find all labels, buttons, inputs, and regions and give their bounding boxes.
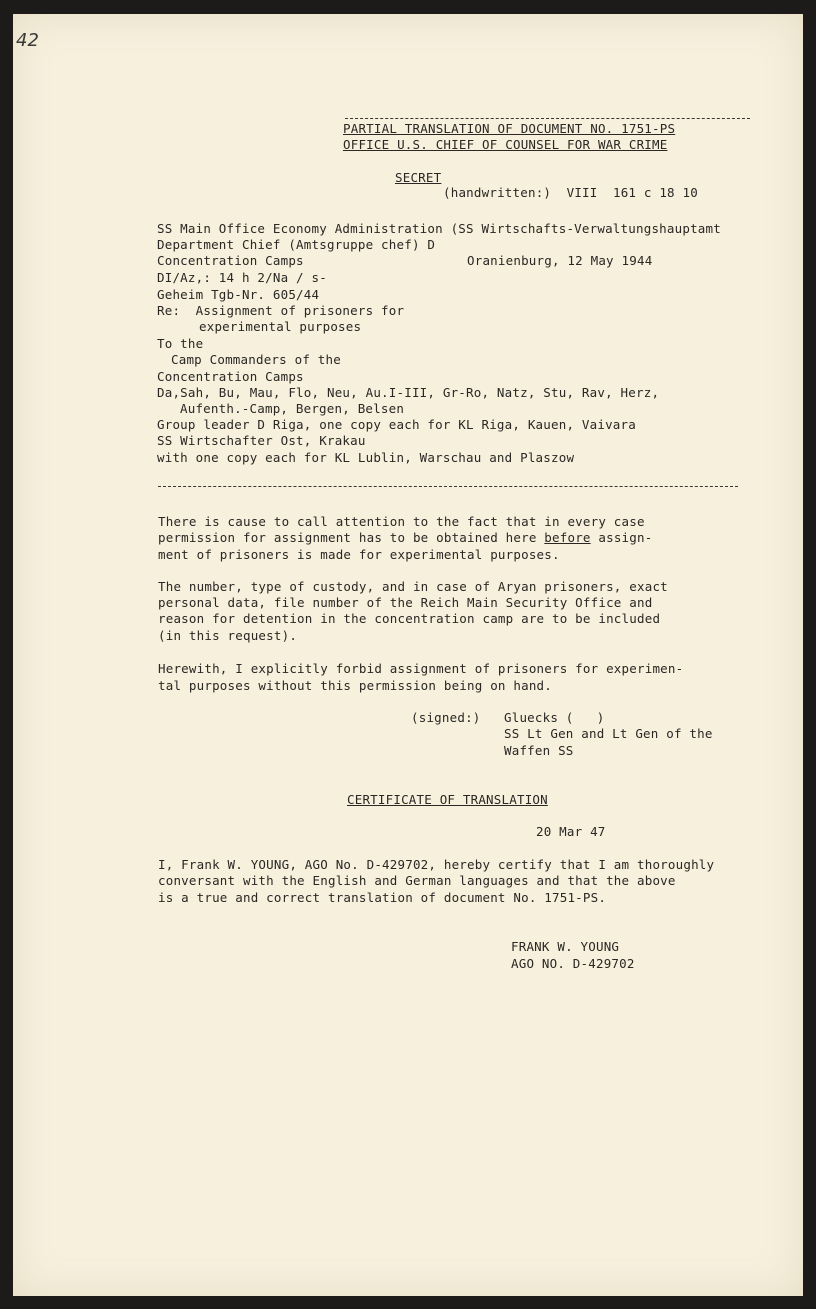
certificate-line-2: conversant with the English and German languages and that the above xyxy=(158,873,676,888)
paragraph-3-line-2: tal purposes without this permission being on hand. xyxy=(158,678,553,693)
document-page xyxy=(13,14,803,1296)
paragraph-1-line-2: permission for assignment has to be obtained here before assign- xyxy=(158,530,653,545)
sender-line-3: Concentration Camps xyxy=(157,253,304,268)
header-line-1: PARTIAL TRANSLATION OF DOCUMENT NO. 1751-PS xyxy=(343,121,676,136)
signatory-name: Gluecks ( ) xyxy=(504,710,605,725)
header-line-2: OFFICE U.S. CHIEF OF COUNSEL FOR WAR CRIME xyxy=(343,137,668,152)
translator-name: FRANK W. YOUNG xyxy=(511,939,620,954)
recipient-line-2: Concentration Camps xyxy=(157,369,304,384)
paragraph-2-line-1: The number, type of custody, and in case of Aryan prisoners, exact xyxy=(158,579,668,594)
recipient-line-4: Aufenth.-Camp, Bergen, Belsen xyxy=(180,401,405,416)
recipient-line-3: Da,Sah, Bu, Mau, Flo, Neu, Au.I-III, Gr-Ro, Natz, Stu, Rav, Herz, xyxy=(157,385,660,400)
paragraph-2-line-3: reason for detention in the concentration camp are to be included xyxy=(158,611,661,626)
certificate-line-1: I, Frank W. YOUNG, AGO No. D-429702, hereby certify that I am thoroughly xyxy=(158,857,715,872)
paragraph-1-line-1: There is cause to call attention to the fact that in every case xyxy=(158,514,645,529)
signed-label: (signed:) xyxy=(411,710,481,725)
subject-line-2: experimental purposes xyxy=(199,319,362,334)
certificate-heading: CERTIFICATE OF TRANSLATION xyxy=(347,792,548,807)
header-rule xyxy=(345,118,750,119)
subject-line-1: Re: Assignment of prisoners for xyxy=(157,303,405,318)
sender-line-1: SS Main Office Economy Administration (SS Wirtschafts-Verwaltungshauptamt xyxy=(157,221,721,236)
handwritten-reference: (handwritten:) VIII 161 c 18 10 xyxy=(443,185,698,200)
certificate-date: 20 Mar 47 xyxy=(536,824,606,839)
place-date: Oranienburg, 12 May 1944 xyxy=(467,253,653,268)
signatory-title-1: SS Lt Gen and Lt Gen of the xyxy=(504,726,713,741)
recipient-to: To the xyxy=(157,336,204,351)
recipient-line-5: Group leader D Riga, one copy each for KL Riga, Kauen, Vaivara xyxy=(157,417,636,432)
classification: SECRET xyxy=(395,170,442,185)
paragraph-1-line-3: ment of prisoners is made for experimental purposes. xyxy=(158,547,560,562)
file-reference: DI/Az,: 14 h 2/Na / s- xyxy=(157,270,327,285)
recipient-line-1: Camp Commanders of the xyxy=(171,352,341,367)
paragraph-3-line-1: Herewith, I explicitly forbid assignment of prisoners for experimen- xyxy=(158,661,684,676)
secret-journal-number: Geheim Tgb-Nr. 605/44 xyxy=(157,287,320,302)
sender-line-2: Department Chief (Amtsgruppe chef) D xyxy=(157,237,436,252)
recipient-line-7: with one copy each for KL Lublin, Warschau and Plaszow xyxy=(157,450,575,465)
translator-ago-number: AGO NO. D-429702 xyxy=(511,956,635,971)
section-divider xyxy=(158,486,738,487)
certificate-line-3: is a true and correct translation of document No. 1751-PS. xyxy=(158,890,607,905)
recipient-line-6: SS Wirtschafter Ost, Krakau xyxy=(157,433,366,448)
paragraph-2-line-4: (in this request). xyxy=(158,628,298,643)
signatory-title-2: Waffen SS xyxy=(504,743,574,758)
emphasis-before: before xyxy=(544,530,591,545)
page-number: 42 xyxy=(16,30,39,51)
paragraph-2-line-2: personal data, file number of the Reich Main Security Office and xyxy=(158,595,653,610)
